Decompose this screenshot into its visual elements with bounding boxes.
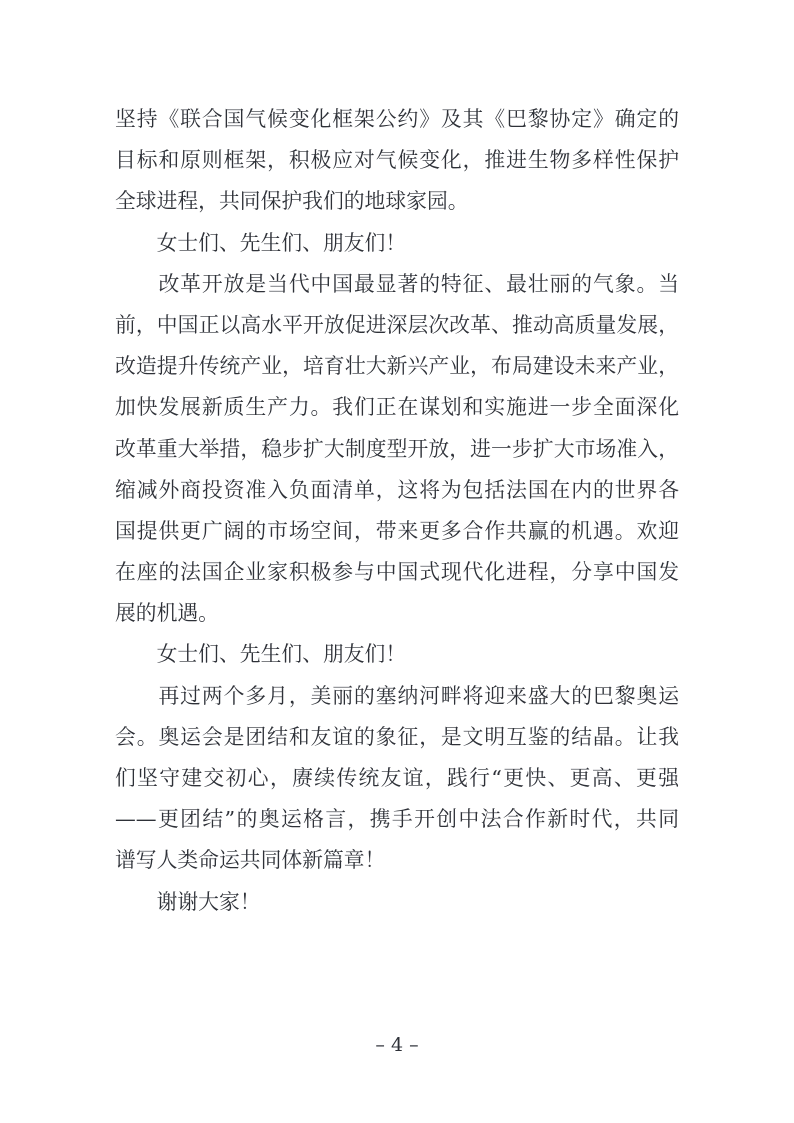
text-line-10: 缩减外商投资准入负面清单，这将为包括法国在内的世界各 bbox=[115, 477, 679, 502]
text-line-20: 谢谢大家！ bbox=[115, 889, 261, 914]
text-line-9: 改革重大举措，稳步扩大制度型开放，进一步扩大市场准入， bbox=[115, 436, 679, 461]
text-line-19: 谱写人类命运共同体新篇章！ bbox=[115, 848, 386, 873]
text-line-4: 女士们、先生们、朋友们！ bbox=[115, 230, 407, 255]
text-line-7: 改造提升传统产业，培育壮大新兴产业，布局建设未来产业， bbox=[115, 354, 679, 379]
text-line-5: 改革开放是当代中国最显著的特征、最壮丽的气象。当 bbox=[115, 271, 679, 296]
text-line-6: 前，中国正以高水平开放促进深层次改革、推动高质量发展， bbox=[115, 312, 679, 337]
text-line-8: 加快发展新质生产力。我们正在谋划和实施进一步全面深化 bbox=[115, 395, 679, 420]
page-number: – 4 – bbox=[375, 1034, 419, 1056]
text-line-16: 会。奥运会是团结和友谊的象征，是文明互鉴的结晶。让我 bbox=[115, 724, 679, 749]
text-line-12: 在座的法国企业家积极参与中国式现代化进程，分享中国发 bbox=[115, 560, 679, 585]
text-line-14: 女士们、先生们、朋友们！ bbox=[115, 642, 407, 667]
text-line-15: 再过两个多月，美丽的塞纳河畔将迎来盛大的巴黎奥运 bbox=[115, 683, 679, 708]
text-line-18: ——更团结”的奥运格言，携手开创中法合作新时代，共同 bbox=[115, 807, 679, 832]
text-line-1: 坚持《联合国气候变化框架公约》及其《巴黎协定》确定的 bbox=[115, 107, 679, 131]
text-line-17: 们坚守建交初心，赓续传统友谊，践行“更快、更高、更强 bbox=[115, 766, 679, 790]
text-line-11: 国提供更广阔的市场空间，带来更多合作共赢的机遇。欢迎 bbox=[115, 518, 679, 543]
text-line-2: 目标和原则框架，积极应对气候变化，推进生物多样性保护 bbox=[115, 148, 679, 173]
text-line-3: 全球进程，共同保护我们的地球家园。 bbox=[115, 189, 469, 214]
text-line-13: 展的机遇。 bbox=[115, 601, 219, 626]
document-body-text bbox=[115, 99, 679, 923]
